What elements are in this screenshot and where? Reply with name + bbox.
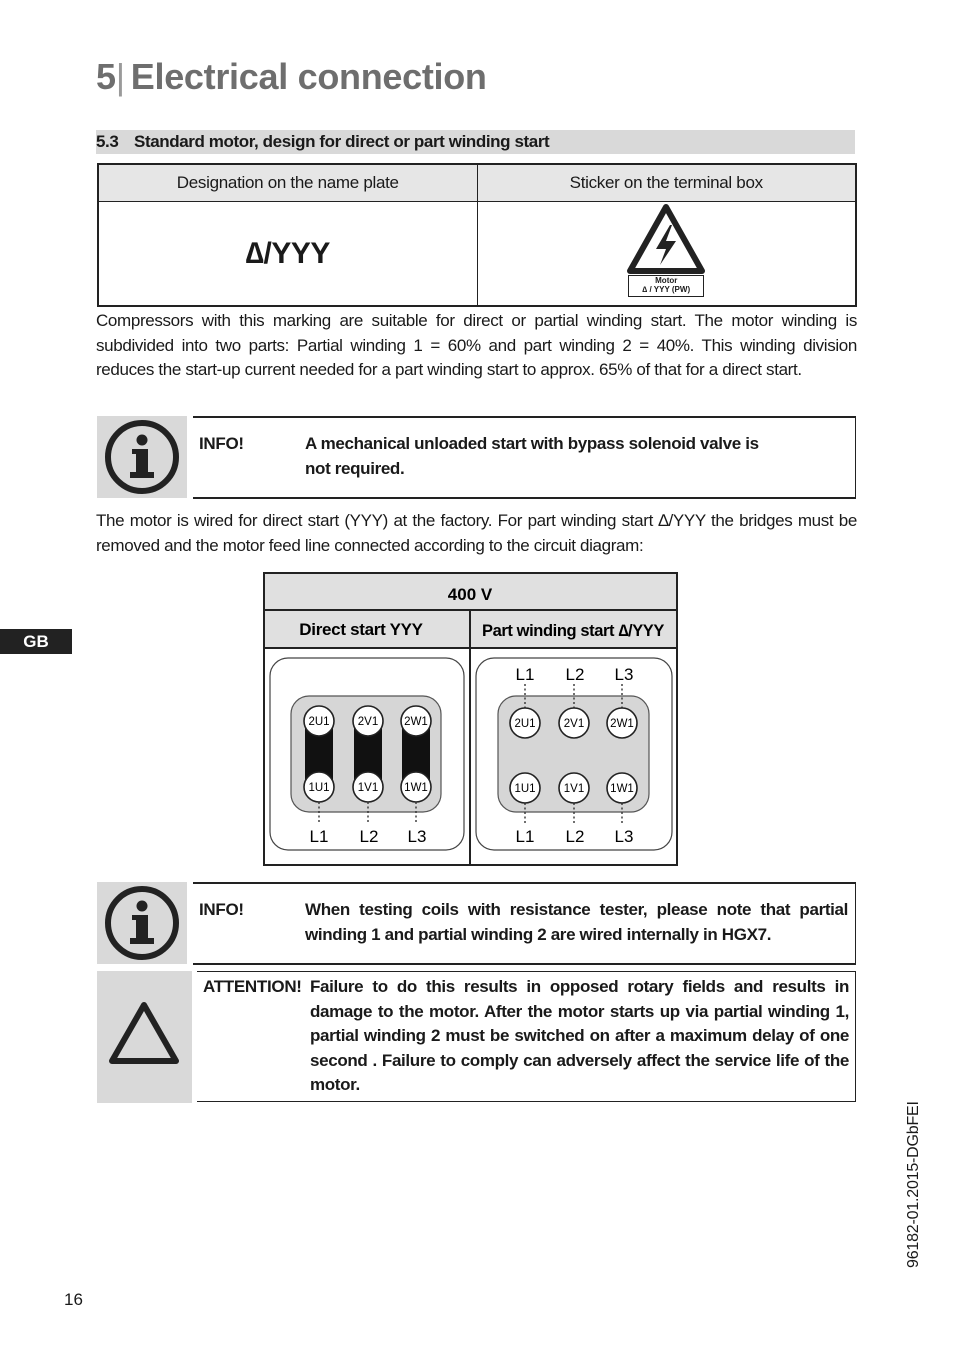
document-code: 96182-01.2015-DGbFEI [905, 1101, 922, 1268]
info-icon-cell [97, 882, 187, 964]
chapter-title-text: Electrical connection [130, 56, 487, 97]
info-icon [97, 416, 187, 498]
terminal-label: 2U1 [514, 718, 536, 730]
terminal-label: 2U1 [308, 716, 330, 728]
wiring-paragraph: The motor is wired for direct start (YYY) at the factory. For part winding start ∆/YYY the bridges must be removed and the motor feed line connected according to the circuit diagram: [96, 511, 857, 555]
attention-label: ATTENTION! [203, 977, 302, 996]
direct-terminals-top [304, 706, 431, 736]
info-label: INFO! [199, 434, 244, 453]
info-icon [97, 882, 187, 964]
direct-terminals-bottom [304, 772, 431, 802]
sticker-header: Sticker on the terminal box [477, 164, 856, 202]
sticker-label-line1: Motor [655, 276, 678, 285]
info-box-resistance-test [97, 882, 857, 966]
terminal-label: 1W1 [404, 782, 428, 794]
terminal-label: 1V1 [563, 783, 585, 795]
designation-cell [98, 202, 477, 307]
designation-header: Designation on the name plate [98, 164, 477, 202]
line-label: L3 [614, 827, 634, 846]
terminal-label: 2V1 [563, 718, 585, 730]
designation-table [97, 163, 857, 307]
section-title: Standard motor, design for direct or part winding start [134, 132, 550, 151]
page-number: 16 [64, 1290, 83, 1309]
info-label: INFO! [199, 900, 244, 919]
terminal-label: 1V1 [357, 782, 379, 794]
voltage-header: 400 V [447, 585, 493, 604]
intro-paragraph: Compressors with this marking are suitable for direct or partial winding start. The motor winding is subdivided into two parts: Partial winding 1 = 60% and part winding 2 = 40%. This winding division reduces the start-up current needed for a part winding start to approx. 65% of that for a direct start. [96, 311, 857, 379]
line-label: L3 [614, 665, 634, 684]
chapter-number: 5 [96, 56, 116, 97]
line-label: L1 [515, 827, 535, 846]
part-terminals-top [510, 708, 637, 738]
info-text-line1: A mechanical unloaded start with bypass solenoid valve is [305, 434, 759, 453]
circuit-diagram-drawing [263, 572, 678, 866]
line-label: L1 [309, 827, 329, 846]
info-box-unloaded-start [97, 416, 857, 500]
info-text [305, 432, 845, 481]
line-label: L2 [565, 827, 585, 846]
info-text: When testing coils with resistance tester, please note that partial winding 1 and partial winding 2 are wired internally in HGX7. [305, 900, 848, 944]
part-terminals-bottom [510, 773, 637, 803]
terminal-box-sticker [626, 203, 706, 299]
line-label: L2 [565, 665, 585, 684]
high-voltage-warning-icon [626, 203, 706, 279]
sticker-cell [477, 202, 856, 307]
terminal-label: 2W1 [404, 716, 428, 728]
chapter-title [96, 56, 487, 98]
terminal-label: 1W1 [610, 783, 634, 795]
attention-box [97, 971, 857, 1104]
designation-value: ∆/YYY [245, 236, 330, 270]
line-label: L3 [407, 827, 427, 846]
terminal-label: 1U1 [514, 783, 536, 795]
section-heading [96, 130, 855, 154]
terminal-label: 2W1 [610, 718, 634, 730]
sticker-label [628, 275, 704, 297]
title-divider: | [115, 56, 125, 97]
attention-text: Failure to do this results in opposed rotary fields and results in damage to the motor. After the motor starts up via partial winding 1, partial winding 2 must be switched on after a maximum delay of one second . Failure to comply can adversely affect the service life of the motor. [310, 977, 849, 1094]
terminal-label: 2V1 [357, 716, 379, 728]
direct-start-header: Direct start YYY [299, 620, 423, 639]
section-number: 5.3 [96, 132, 119, 151]
line-label: L1 [515, 665, 535, 684]
sticker-label-line2: ∆ / YYY (PW) [642, 285, 691, 294]
info-icon-cell [97, 416, 187, 498]
part-winding-header: Part winding start ∆/YYY [481, 622, 665, 640]
warning-icon-cell [97, 971, 192, 1103]
language-tab: GB [0, 629, 72, 654]
circuit-diagram [263, 572, 678, 866]
terminal-label: 1U1 [308, 782, 330, 794]
warning-triangle-icon [97, 971, 192, 1103]
line-label: L2 [359, 827, 379, 846]
info-text-line2: not required. [305, 458, 405, 478]
